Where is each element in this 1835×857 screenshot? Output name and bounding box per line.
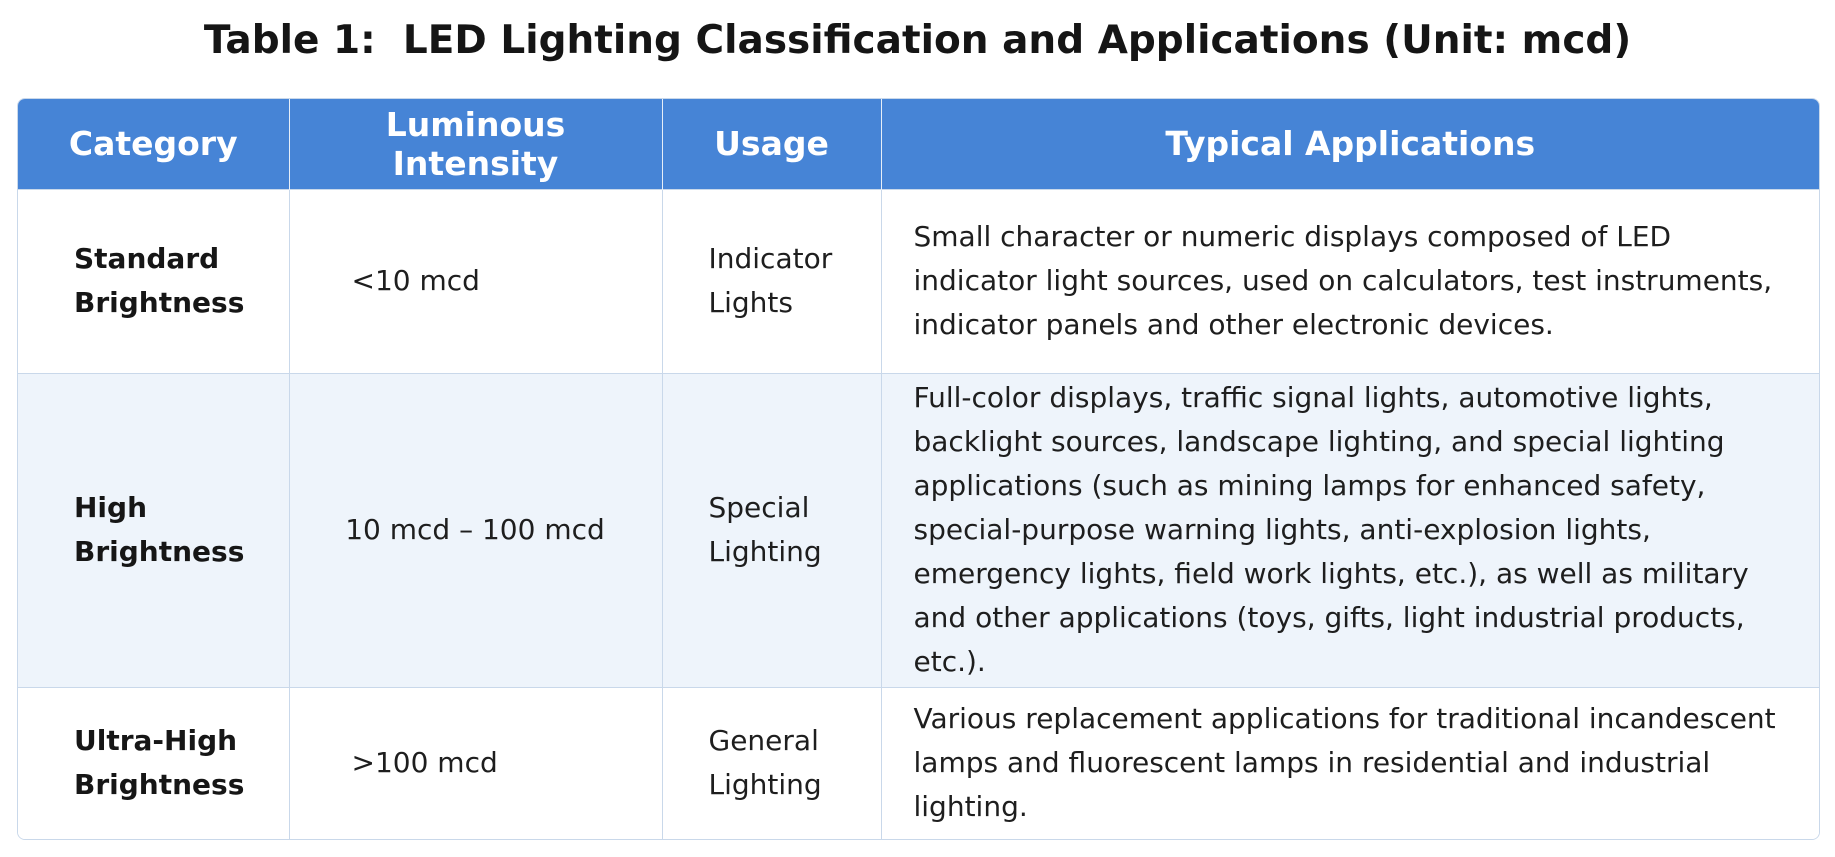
cell-typical-applications: Full-color displays, traffic signal lights, automotive lights, backlight sources, landscape lighting, and special lighting applications (such as mining lamps for enhanced safety, special-purpose warning lights, anti-explosion lights, emergency lights, field work lights, etc.), as well as military and other applications (toys, gifts, light industrial products, etc.). <box>881 373 1819 687</box>
cell-category: Ultra-High Brightness <box>18 687 289 839</box>
cell-category: Standard Brightness <box>18 189 289 373</box>
column-header-typical-applications: Typical Applications <box>881 99 1819 189</box>
cell-usage: Indicator Lights <box>662 189 881 373</box>
cell-luminous-intensity: <10 mcd <box>289 189 662 373</box>
table-title: Table 1: LED Lighting Classification and Applications (Unit: mcd) <box>203 18 1632 63</box>
data-table <box>18 99 1819 839</box>
cell-luminous-intensity: >100 mcd <box>289 687 662 839</box>
table-row <box>18 373 1819 687</box>
column-header-usage: Usage <box>662 99 881 189</box>
column-header-luminous-intensity: Luminous Intensity <box>289 99 662 189</box>
led-classification-table <box>17 98 1820 840</box>
cell-luminous-intensity: 10 mcd – 100 mcd <box>289 373 662 687</box>
cell-typical-applications: Small character or numeric displays composed of LED indicator light sources, used on calculators, test instruments, indicator panels and other electronic devices. <box>881 189 1819 373</box>
cell-usage: Special Lighting <box>662 373 881 687</box>
cell-typical-applications: Various replacement applications for traditional incandescent lamps and fluorescent lamps in residential and industrial lighting. <box>881 687 1819 839</box>
cell-category: High Brightness <box>18 373 289 687</box>
cell-usage: General Lighting <box>662 687 881 839</box>
column-header-category: Category <box>18 99 289 189</box>
table-row <box>18 687 1819 839</box>
table-header-row <box>18 99 1819 189</box>
table-row <box>18 189 1819 373</box>
